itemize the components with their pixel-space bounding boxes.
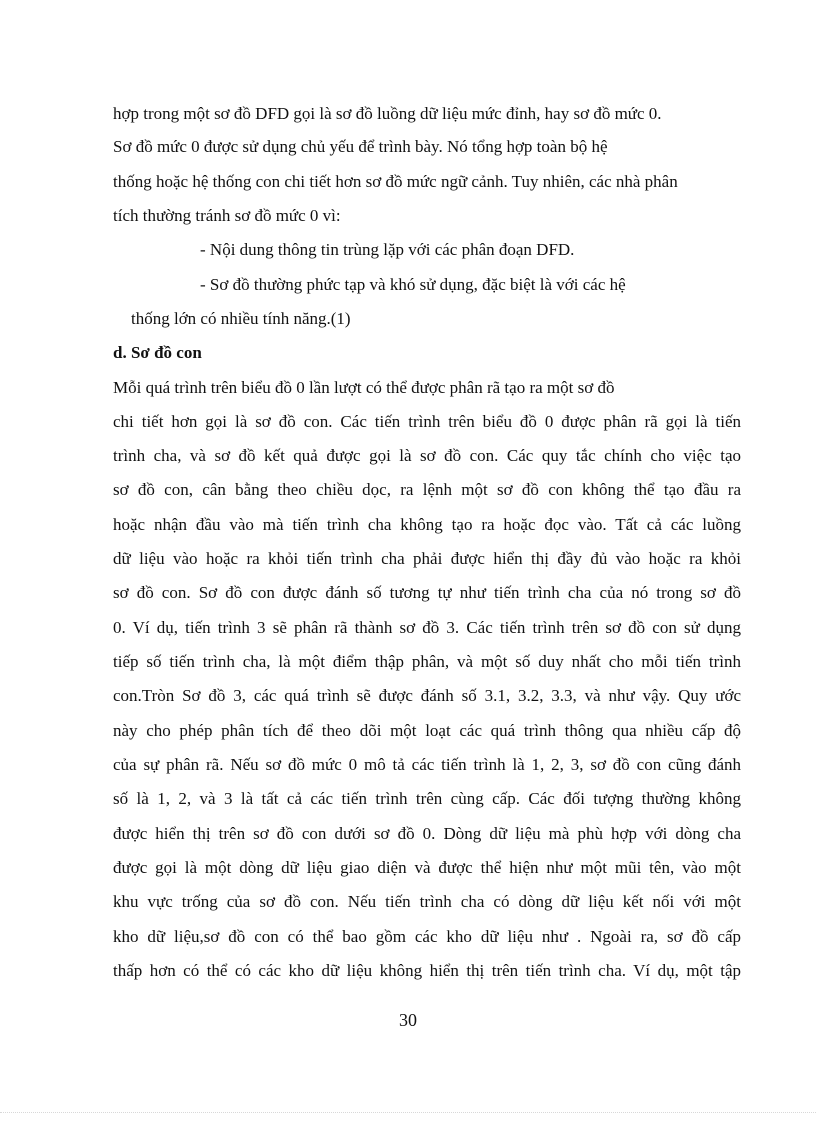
intro-line-3: thống hoặc hệ thống con chi tiết hơn sơ đồ mức ngữ cảnh. Tuy nhiên, các nhà phân bbox=[113, 172, 678, 191]
body-line: hoặc nhận đầu vào mà tiến trình cha không tạo ra hoặc đọc vào. Tất cả các luồng bbox=[113, 515, 741, 534]
body-line: dữ liệu vào hoặc ra khỏi tiến trình cha phải được hiển thị đầy đủ vào hoặc ra khỏi bbox=[113, 549, 741, 568]
bullet-item-1: - Nội dung thông tin trùng lặp với các phân đoạn DFD. bbox=[200, 240, 575, 259]
intro-line-1: hợp trong một sơ đồ DFD gọi là sơ đồ luồng dữ liệu mức đỉnh, hay sơ đồ mức 0. bbox=[113, 104, 662, 123]
intro-line-2: Sơ đồ mức 0 được sử dụng chủ yếu để trình bày. Nó tổng hợp toàn bộ hệ bbox=[113, 137, 608, 156]
page-number: 30 bbox=[399, 1010, 417, 1030]
body-line: 0. Ví dụ, tiến trình 3 sẽ phân rã thành sơ đồ 3. Các tiến trình trên sơ đồ con sử dụng bbox=[113, 618, 741, 637]
body-line: được hiển thị trên sơ đồ con dưới sơ đồ 0. Dòng dữ liệu mà phù hợp với dòng cha bbox=[113, 824, 741, 843]
bullet-item-2-continuation: thống lớn có nhiều tính năng.(1) bbox=[131, 309, 351, 328]
body-line: được gọi là một dòng dữ liệu giao diện và được thể hiện như một mũi tên, vào một bbox=[113, 858, 741, 877]
body-line: tiếp số tiến trình cha, là một điểm thập phân, và một số duy nhất cho mỗi tiến trình bbox=[113, 652, 741, 671]
body-line: sơ đồ con, cân bằng theo chiều dọc, ra lệnh một sơ đồ con không thể tạo đầu ra bbox=[113, 480, 741, 499]
body-line: thấp hơn có thể có các kho dữ liệu không hiển thị trên tiến trình cha. Ví dụ, một tập bbox=[113, 961, 741, 980]
body-line: này cho phép phân tích để theo dõi một loạt các quá trình thông qua nhiều cấp độ bbox=[113, 721, 741, 740]
body-line: khu vực trống của sơ đồ con. Nếu tiến trình cha có dòng dữ liệu kết nối với một bbox=[113, 892, 741, 911]
body-line: trình cha, và sơ đồ kết quả được gọi là sơ đồ con. Các quy tắc chính cho việc tạo bbox=[113, 446, 741, 465]
body-line: sơ đồ con. Sơ đồ con được đánh số tương tự như tiến trình cha của nó trong sơ đồ bbox=[113, 583, 741, 602]
body-line: kho dữ liệu,sơ đồ con có thể bao gồm các kho dữ liệu như . Ngoài ra, sơ đồ cấp bbox=[113, 927, 741, 946]
section-heading: d. Sơ đồ con bbox=[113, 343, 202, 362]
body-line: của sự phân rã. Nếu sơ đồ mức 0 mô tả các tiến trình là 1, 2, 3, sơ đồ con cũng đánh bbox=[113, 755, 741, 774]
body-line: con.Tròn Sơ đồ 3, các quá trình sẽ được đánh số 3.1, 3.2, 3.3, và như vậy. Quy ước bbox=[113, 686, 741, 705]
page-bottom-divider bbox=[0, 1112, 816, 1113]
intro-line-4: tích thường tránh sơ đồ mức 0 vì: bbox=[113, 206, 341, 225]
bullet-item-2: - Sơ đồ thường phức tạp và khó sử dụng, đặc biệt là với các hệ bbox=[200, 275, 626, 294]
body-line: Mỗi quá trình trên biểu đồ 0 lần lượt có thể được phân rã tạo ra một sơ đồ bbox=[113, 378, 615, 397]
body-line: số là 1, 2, và 3 là tất cả các tiến trình trên cùng cấp. Các đối tượng thường không bbox=[113, 789, 741, 808]
body-line: chi tiết hơn gọi là sơ đồ con. Các tiến trình trên biểu đồ 0 được phân rã gọi là tiến bbox=[113, 412, 741, 431]
